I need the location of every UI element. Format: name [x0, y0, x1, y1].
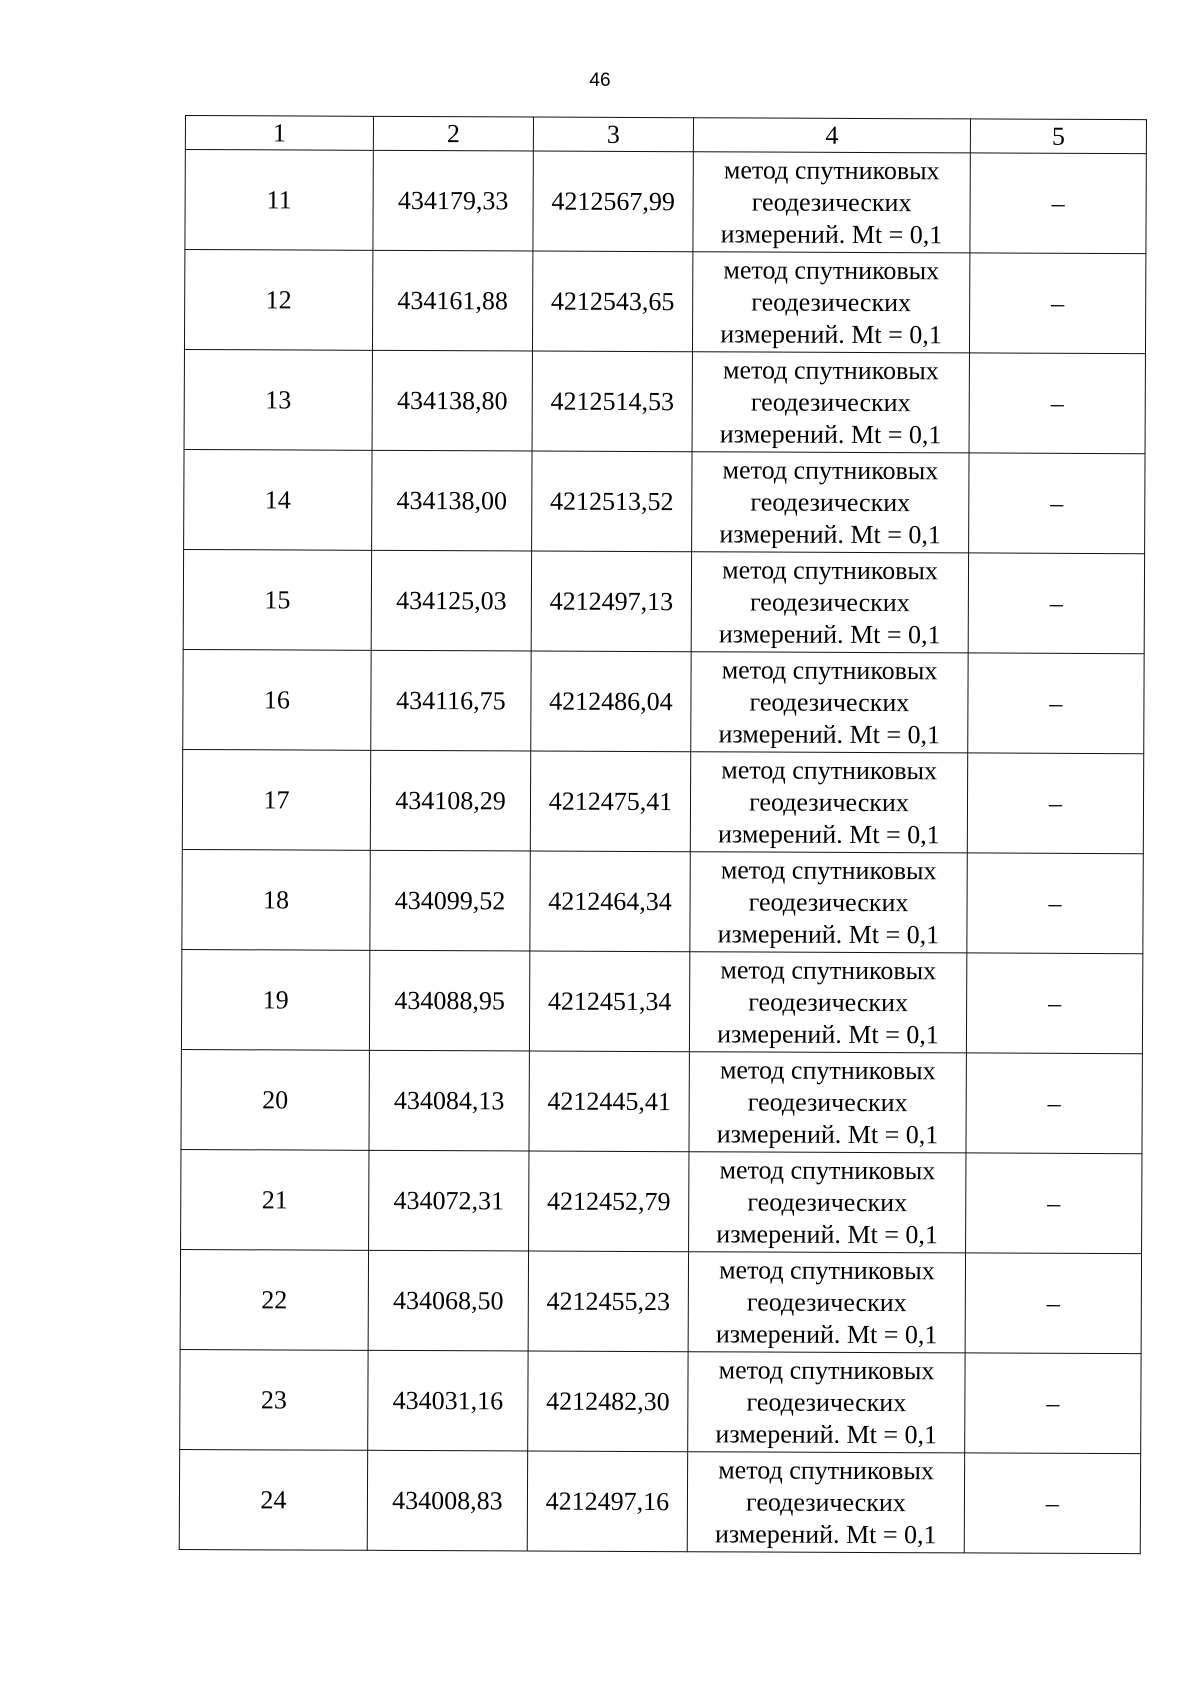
method-line: геодезических	[748, 886, 909, 917]
method-line: геодезических	[749, 686, 910, 717]
method-line: измерений. Mt = 0,1	[718, 718, 941, 749]
y-coordinate-cell: 4212486,04	[531, 651, 691, 752]
method-line: геодезических	[748, 986, 909, 1017]
method-cell	[691, 652, 968, 753]
method-cell	[690, 752, 967, 853]
method-line: геодезических	[747, 1186, 908, 1217]
column-5-cell: –	[966, 953, 1142, 1054]
method-line: метод спутниковых	[720, 954, 937, 985]
method-line: геодезических	[746, 1386, 907, 1417]
method-line: геодезических	[746, 1286, 907, 1317]
y-coordinate-cell: 4212445,41	[529, 1051, 689, 1152]
method-cell	[692, 352, 969, 453]
y-coordinate-cell: 4212497,13	[531, 551, 691, 652]
table-row	[183, 649, 1144, 753]
column-5-cell: –	[969, 353, 1145, 454]
column-5-cell: –	[965, 1253, 1141, 1354]
table-row	[184, 449, 1145, 553]
method-line: метод спутниковых	[723, 154, 940, 185]
point-number-cell: 22	[180, 1249, 368, 1350]
y-coordinate-cell: 4212543,65	[532, 251, 692, 352]
point-number-cell: 14	[184, 449, 372, 550]
method-cell	[688, 1352, 965, 1453]
method-line: измерений. Mt = 0,1	[714, 1518, 937, 1549]
point-number-cell: 11	[185, 150, 373, 251]
header-row	[185, 116, 1146, 154]
method-line: геодезических	[747, 1086, 908, 1117]
column-5-cell: –	[969, 253, 1145, 354]
x-coordinate-cell: 434099,52	[370, 850, 530, 951]
method-cell	[688, 1252, 965, 1353]
x-coordinate-cell: 434179,33	[373, 150, 533, 251]
method-line: измерений. Mt = 0,1	[719, 418, 942, 449]
x-coordinate-cell: 434108,29	[370, 750, 530, 851]
point-number-cell: 23	[180, 1349, 368, 1450]
column-5-cell: –	[964, 1453, 1140, 1554]
table-row	[182, 749, 1143, 853]
method-line: измерений. Mt = 0,1	[715, 1418, 938, 1449]
point-number-cell: 20	[181, 1049, 369, 1150]
method-cell	[691, 552, 968, 653]
method-cell	[693, 152, 970, 253]
table-row	[182, 849, 1143, 953]
method-line: метод спутниковых	[722, 354, 939, 385]
method-line: геодезических	[751, 286, 912, 317]
table-row	[185, 150, 1146, 254]
point-number-cell: 12	[184, 250, 372, 351]
method-line: измерений. Mt = 0,1	[717, 1018, 939, 1049]
column-header-2: 2	[373, 116, 533, 151]
method-line: измерений. Mt = 0,1	[716, 1118, 939, 1149]
y-coordinate-cell: 4212455,23	[528, 1251, 688, 1352]
method-cell	[690, 852, 967, 953]
y-coordinate-cell: 4212475,41	[530, 751, 690, 852]
method-line: измерений. Mt = 0,1	[720, 218, 943, 249]
table-row	[183, 549, 1144, 653]
table-row	[181, 1049, 1142, 1153]
x-coordinate-cell: 434161,88	[372, 250, 532, 351]
column-5-cell: –	[966, 1053, 1142, 1154]
method-line: геодезических	[749, 786, 909, 817]
column-5-cell: –	[967, 753, 1143, 854]
table-row	[184, 349, 1145, 453]
column-5-cell: –	[965, 1353, 1141, 1454]
column-header-4: 4	[693, 118, 970, 153]
method-line: метод спутниковых	[720, 854, 937, 885]
x-coordinate-cell: 434031,16	[368, 1350, 528, 1451]
table-row	[181, 949, 1142, 1053]
method-line: метод спутниковых	[719, 1054, 936, 1085]
x-coordinate-cell: 434084,13	[369, 1050, 529, 1151]
method-line: измерений. Mt = 0,1	[717, 818, 940, 849]
method-line: метод спутниковых	[723, 254, 940, 285]
method-line: метод спутниковых	[722, 554, 938, 585]
column-header-1: 1	[185, 116, 373, 151]
point-number-cell: 24	[179, 1449, 367, 1550]
y-coordinate-cell: 4212464,34	[530, 851, 690, 952]
x-coordinate-cell: 434072,31	[369, 1150, 529, 1251]
point-number-cell: 16	[183, 649, 371, 750]
y-coordinate-cell: 4212514,53	[532, 351, 692, 452]
point-number-cell: 15	[183, 549, 371, 650]
point-number-cell: 13	[184, 349, 372, 450]
point-number-cell: 17	[182, 749, 370, 850]
method-line: метод спутниковых	[719, 1254, 935, 1285]
column-header-3: 3	[533, 117, 693, 152]
y-coordinate-cell: 4212497,16	[527, 1451, 687, 1552]
method-line: геодезических	[751, 186, 912, 217]
column-5-cell: –	[969, 453, 1145, 554]
method-cell	[689, 1152, 966, 1253]
method-line: измерений. Mt = 0,1	[719, 518, 942, 549]
column-header-5: 5	[970, 119, 1146, 154]
method-line: геодезических	[750, 386, 911, 417]
method-cell	[687, 1452, 964, 1553]
page-number: 46	[589, 70, 611, 91]
method-line: измерений. Mt = 0,1	[716, 1218, 938, 1249]
column-5-cell: –	[970, 153, 1146, 254]
method-line: измерений. Mt = 0,1	[717, 918, 940, 949]
table-row	[179, 1449, 1140, 1553]
y-coordinate-cell: 4212513,52	[532, 451, 692, 552]
table-row	[181, 1149, 1142, 1253]
coordinates-table	[179, 115, 1147, 1554]
method-cell	[692, 252, 969, 353]
method-cell	[689, 952, 966, 1053]
column-5-cell: –	[968, 553, 1144, 654]
method-line: метод спутниковых	[722, 454, 939, 485]
method-line: измерений. Mt = 0,1	[718, 618, 941, 649]
method-line: метод спутниковых	[721, 654, 938, 685]
method-line: измерений. Mt = 0,1	[720, 318, 942, 349]
point-number-cell: 19	[181, 949, 369, 1050]
y-coordinate-cell: 4212567,99	[533, 151, 693, 252]
x-coordinate-cell: 434138,00	[372, 450, 532, 551]
x-coordinate-cell: 434138,80	[372, 350, 532, 451]
method-line: геодезических	[750, 486, 911, 517]
method-cell	[692, 452, 969, 553]
method-line: геодезических	[746, 1486, 906, 1517]
method-line: метод спутниковых	[721, 754, 938, 785]
x-coordinate-cell: 434116,75	[371, 650, 531, 751]
method-line: метод спутниковых	[718, 1354, 935, 1385]
y-coordinate-cell: 4212452,79	[529, 1151, 689, 1252]
y-coordinate-cell: 4212451,34	[529, 951, 689, 1052]
y-coordinate-cell: 4212482,30	[528, 1351, 688, 1452]
x-coordinate-cell: 434088,95	[369, 950, 529, 1051]
column-5-cell: –	[967, 853, 1143, 954]
method-line: метод спутниковых	[718, 1454, 935, 1485]
method-cell	[689, 1052, 966, 1153]
column-5-cell: –	[966, 1153, 1142, 1254]
method-line: метод спутниковых	[719, 1154, 936, 1185]
x-coordinate-cell: 434125,03	[371, 550, 531, 651]
coordinates-table-container	[179, 115, 1146, 1554]
column-5-cell: –	[968, 653, 1144, 754]
x-coordinate-cell: 434008,83	[367, 1450, 527, 1551]
method-line: геодезических	[749, 586, 910, 617]
x-coordinate-cell: 434068,50	[368, 1250, 528, 1351]
table-row	[180, 1349, 1141, 1453]
table-body	[179, 150, 1146, 1554]
table-row	[180, 1249, 1141, 1353]
table-row	[184, 250, 1145, 354]
point-number-cell: 18	[182, 849, 370, 950]
point-number-cell: 21	[181, 1149, 369, 1250]
method-line: измерений. Mt = 0,1	[715, 1318, 938, 1349]
